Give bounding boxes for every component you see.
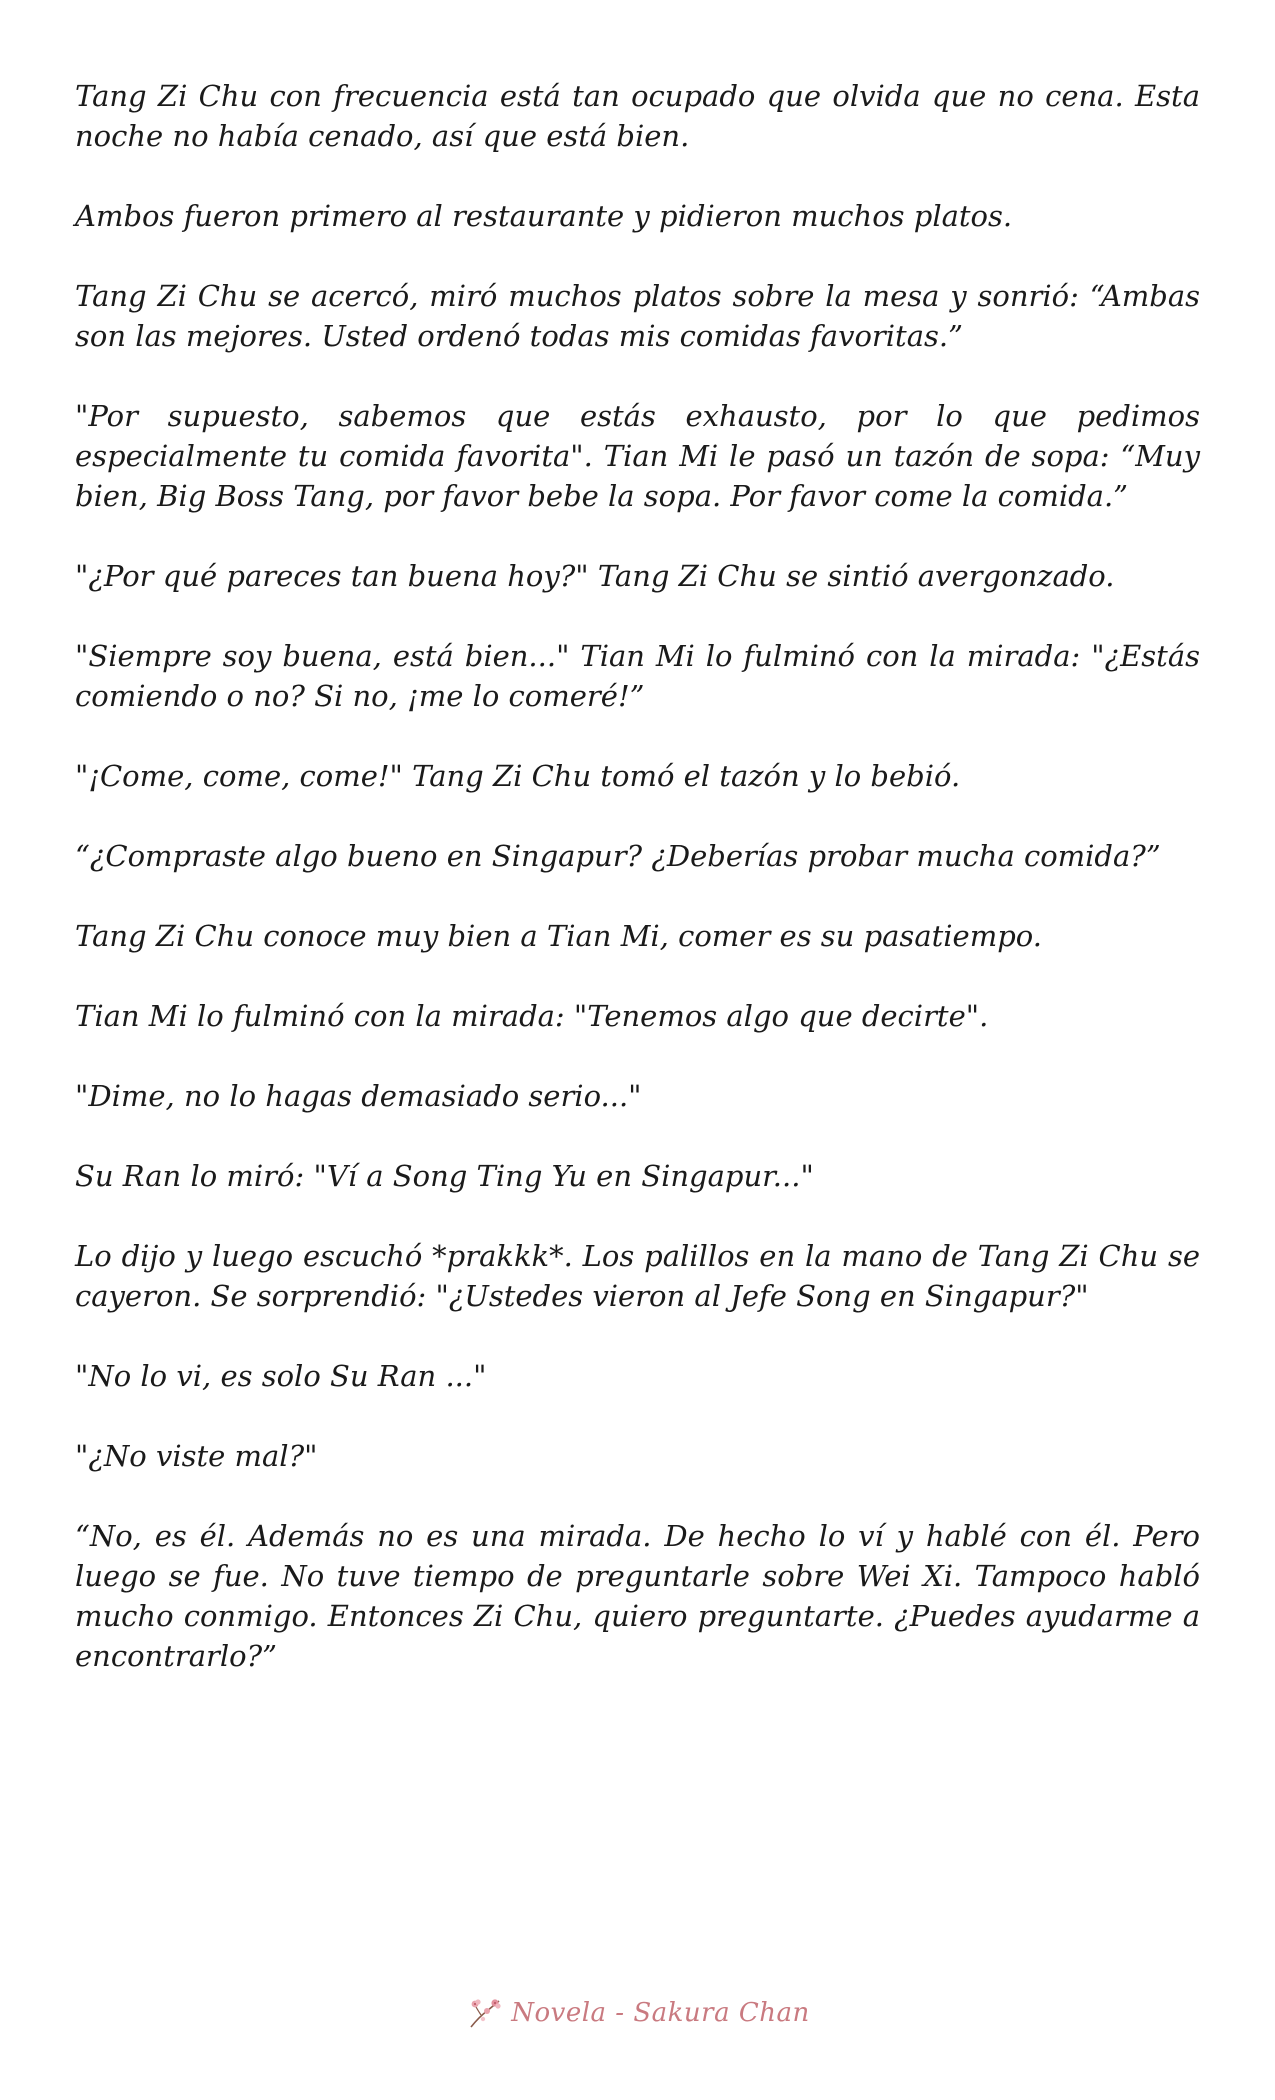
paragraph: "Dime, no lo hagas demasiado serio..."	[75, 1079, 642, 1113]
document-body	[75, 76, 1200, 1716]
paragraph: Tang Zi Chu conoce muy bien a Tian Mi, comer es su pasatiempo.	[75, 919, 1042, 953]
paragraph: "¿Por qué pareces tan buena hoy?" Tang Zi Chu se sintió avergonzado.	[75, 559, 1115, 593]
paragraph: “¿Compraste algo bueno en Singapur? ¿Deberías probar mucha comida?”	[75, 839, 1161, 873]
paragraph: “No, es él. Además no es una mirada. De hecho lo ví y hablé con él. Pero luego se fue. No tuve tiempo de preguntarle sobre Wei Xi. Tampoco habló mucho conmigo. Entonces Zi Chu, quiero preguntarte. ¿Puedes ayudarme a encontrarlo?”	[75, 1519, 1200, 1673]
paragraph: "¿No viste mal?"	[75, 1439, 318, 1473]
paragraph: Tang Zi Chu se acercó, miró muchos platos sobre la mesa y sonrió: “Ambas son las mejores. Usted ordenó todas mis comidas favoritas.”	[75, 279, 1200, 353]
paragraph: "No lo vi, es solo Su Ran ..."	[75, 1359, 487, 1393]
paragraph: Tang Zi Chu con frecuencia está tan ocupado que olvida que no cena. Esta noche no había cenado, así que está bien.	[75, 79, 1200, 153]
paragraph: "¡Come, come, come!" Tang Zi Chu tomó el tazón y lo bebió.	[75, 759, 961, 793]
paragraph: Ambos fueron primero al restaurante y pidieron muchos platos.	[75, 199, 1013, 233]
footer-brand-text: Novela - Sakura Chan	[511, 1998, 810, 2028]
cherry-blossom-icon	[465, 1993, 505, 2033]
paragraph: Tian Mi lo fulminó con la mirada: "Tenemos algo que decirte".	[75, 999, 989, 1033]
paragraph: "Siempre soy buena, está bien..." Tian Mi lo fulminó con la mirada: "¿Estás comiendo o no? Si no, ¡me lo comeré!”	[75, 639, 1200, 713]
paragraph: Su Ran lo miró: "Ví a Song Ting Yu en Singapur..."	[75, 1159, 814, 1193]
paragraph: "Por supuesto, sabemos que estás exhausto, por lo que pedimos especialmente tu comida favorita". Tian Mi le pasó un tazón de sopa: “Muy bien, Big Boss Tang, por favor bebe la sopa. Por favor come la comida.”	[75, 399, 1200, 513]
paragraph: Lo dijo y luego escuchó *prakkk*. Los palillos en la mano de Tang Zi Chu se cayeron. Se sorprendió: "¿Ustedes vieron al Jefe Song en Singapur?"	[75, 1239, 1200, 1313]
footer-watermark	[0, 1988, 1275, 2038]
